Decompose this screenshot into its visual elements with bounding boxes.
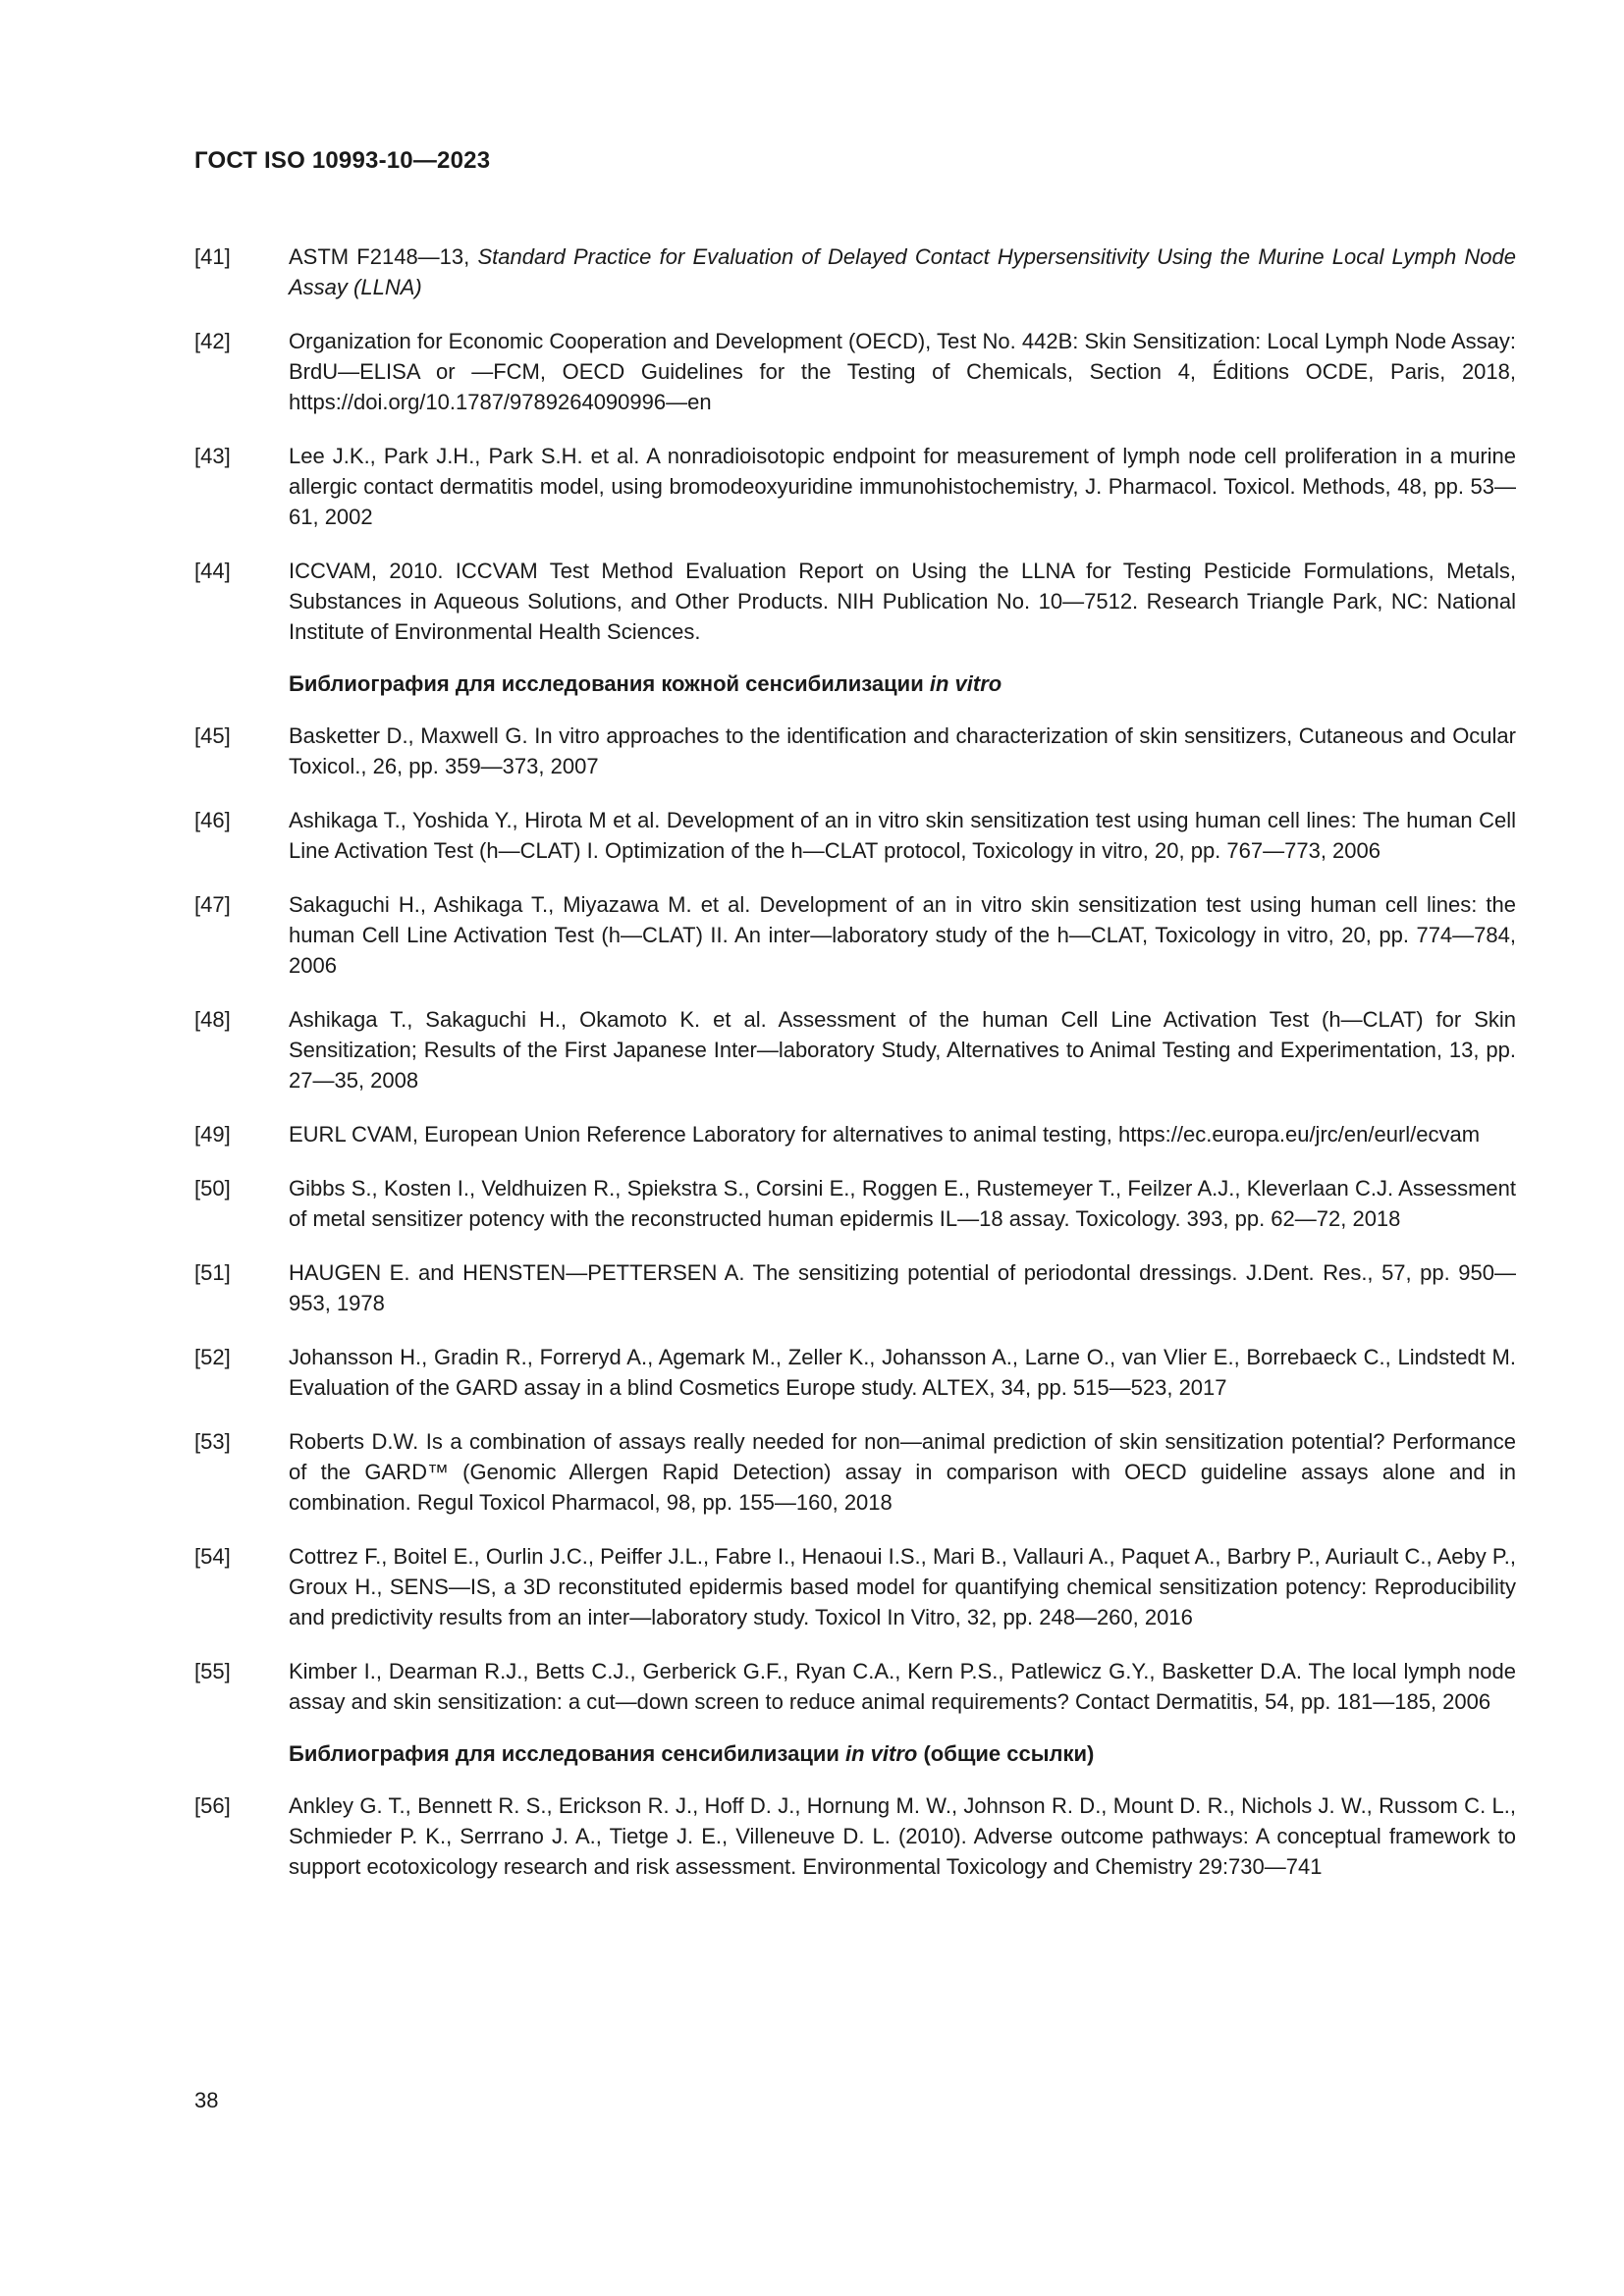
reference-number: [47] xyxy=(194,892,231,917)
reference-entry xyxy=(194,326,1516,417)
reference-text-main: Ashikaga T., Sakaguchi H., Okamoto K. et al. Assessment of the human Cell Line Activation Test (h—CLAT) for Skin Sensitization; Results of the First Japanese Inter—laboratory Study, Alternatives to Animal Testing and Experimentation, 13, pp. 27—35, 2008 xyxy=(289,1007,1516,1093)
reference-text xyxy=(289,241,1516,302)
reference-text-main: Organization for Economic Cooperation and Development (OECD), Test No. 442B: Skin Sensitization: Local Lymph Node Assay: BrdU—ELISA or —FCM, OECD Guidelines for the Testing of Chemicals, Section 4, Éditions OCDE, Paris, 2018, https://doi.org/10.1787/9789264090996—en xyxy=(289,329,1516,414)
reference-text xyxy=(289,441,1516,532)
reference-text xyxy=(289,805,1516,866)
reference-number: [52] xyxy=(194,1345,231,1369)
section-heading-general-refs xyxy=(289,1738,1516,1769)
reference-entry xyxy=(194,1790,1516,1882)
reference-text xyxy=(289,326,1516,417)
section-heading-in-vitro xyxy=(289,668,1516,699)
reference-number: [55] xyxy=(194,1659,231,1683)
reference-text-main: Ashikaga T., Yoshida Y., Hirota M et al. Development of an in vitro skin sensitization test using human cell lines: The human Cell Line Activation Test (h—CLAT) I. Optimization of the h—CLAT protocol, Toxicology in vitro, 20, pp. 767—773, 2006 xyxy=(289,808,1516,863)
reference-entry xyxy=(194,441,1516,532)
reference-text-main: ASTM F2148—13, xyxy=(289,244,478,269)
reference-number: [46] xyxy=(194,808,231,832)
reference-text-main: Johansson H., Gradin R., Forreryd A., Agemark M., Zeller K., Johansson A., Larne O., van Vlier E., Borrebaeck C., Lindstedt M. Evaluation of the GARD assay in a blind Cosmetics Europe study. ALTEX, 34, pp. 515—523, 2017 xyxy=(289,1345,1516,1400)
reference-entry xyxy=(194,1119,1516,1149)
reference-number: [49] xyxy=(194,1122,231,1147)
reference-text-main: Basketter D., Maxwell G. In vitro approaches to the identification and characterization of skin sensitizers, Cutaneous and Ocular Toxicol., 26, pp. 359—373, 2007 xyxy=(289,723,1516,778)
reference-text xyxy=(289,1257,1516,1318)
reference-text-main: Ankley G. T., Bennett R. S., Erickson R. J., Hoff D. J., Hornung M. W., Johnson R. D., Mount D. R., Nichols J. W., Russom C. L., Schmieder P. K., Serrrano J. A., Tietge J. E., Villeneuve D. L. (2010). Adverse outcome pathways: A conceptual framework to support ecotoxicology research and risk assessment. Environmental Toxicology and Chemistry 29:730—741 xyxy=(289,1793,1516,1879)
reference-title-italic: Standard Practice for Evaluation of Delayed Contact Hypersensitivity Using the Murine Local Lymph Node Assay (LLNA) xyxy=(289,244,1516,299)
reference-text xyxy=(289,1426,1516,1518)
reference-group-llna xyxy=(194,241,1516,647)
document-header: ГОСТ ISO 10993-10—2023 xyxy=(194,147,491,174)
reference-text xyxy=(289,1342,1516,1403)
reference-entry xyxy=(194,721,1516,781)
reference-text xyxy=(289,1541,1516,1632)
reference-text xyxy=(289,889,1516,981)
page-number: 38 xyxy=(194,2088,219,2112)
reference-group-in-vitro xyxy=(194,721,1516,1717)
reference-number: [56] xyxy=(194,1793,231,1818)
reference-text-main: HAUGEN E. and HENSTEN—PETTERSEN A. The sensitizing potential of periodontal dressings. J.Dent. Res., 57, pp. 950—953, 1978 xyxy=(289,1260,1516,1315)
reference-entry xyxy=(194,1541,1516,1632)
heading-text: Библиография для исследования сенсибилизации xyxy=(289,1741,846,1766)
reference-entry xyxy=(194,1004,1516,1095)
reference-text xyxy=(289,1656,1516,1717)
reference-text-main: ICCVAM, 2010. ICCVAM Test Method Evaluation Report on Using the LLNA for Testing Pesticide Formulations, Metals, Substances in Aqueous Solutions, and Other Products. NIH Publication No. 10—7512. Research Triangle Park, NC: National Institute of Environmental Health Sciences. xyxy=(289,559,1516,644)
reference-number: [51] xyxy=(194,1260,231,1285)
reference-entry xyxy=(194,889,1516,981)
reference-entry xyxy=(194,556,1516,647)
reference-text xyxy=(289,1790,1516,1882)
reference-text-main: Sakaguchi H., Ashikaga T., Miyazawa M. et al. Development of an in vitro skin sensitization test using human cell lines: the human Cell Line Activation Test (h—CLAT) II. An inter—laboratory study of the h—CLAT, Toxicology in vitro, 20, pp. 774—784, 2006 xyxy=(289,892,1516,978)
reference-text xyxy=(289,1004,1516,1095)
reference-text xyxy=(289,1119,1516,1149)
reference-text xyxy=(289,556,1516,647)
heading-text: Библиография для исследования кожной сенсибилизации xyxy=(289,671,930,696)
reference-entry xyxy=(194,1656,1516,1717)
reference-text-main: Lee J.K., Park J.H., Park S.H. et al. A nonradioisotopic endpoint for measurement of lymph node cell proliferation in a murine allergic contact dermatitis model, using bromodeoxyuridine immunohistochemistry, J. Pharmacol. Toxicol. Methods, 48, pp. 53—61, 2002 xyxy=(289,444,1516,529)
reference-group-general xyxy=(194,1790,1516,1882)
reference-text-main: Roberts D.W. Is a combination of assays really needed for non—animal prediction of skin sensitization potential? Performance of the GARD™ (Genomic Allergen Rapid Detection) assay in comparison with OECD guideline assays alone and in combination. Regul Toxicol Pharmacol, 98, pp. 155—160, 2018 xyxy=(289,1429,1516,1515)
reference-entry xyxy=(194,1257,1516,1318)
reference-entry xyxy=(194,1342,1516,1403)
reference-text-main: EURL CVAM, European Union Reference Laboratory for alternatives to animal testing, https://ec.europa.eu/jrc/en/eurl/ecvam xyxy=(289,1122,1481,1147)
reference-entry xyxy=(194,241,1516,302)
reference-entry xyxy=(194,1173,1516,1234)
heading-text-post: (общие ссылки) xyxy=(917,1741,1095,1766)
reference-text-main: Cottrez F., Boitel E., Ourlin J.C., Peiffer J.L., Fabre I., Henaoui I.S., Mari B., Vallauri A., Paquet A., Barbry P., Auriault C., Aeby P., Groux H., SENS—IS, a 3D reconstituted epidermis based model for quantifying chemical sensitization potency: Reproducibility and predictivity results from an inter—laboratory study. Toxicol In Vitro, 32, pp. 248—260, 2016 xyxy=(289,1544,1516,1629)
reference-number: [45] xyxy=(194,723,231,748)
reference-number: [43] xyxy=(194,444,231,468)
bibliography-content xyxy=(194,241,1516,1905)
reference-number: [54] xyxy=(194,1544,231,1569)
heading-italic: in vitro xyxy=(845,1741,918,1766)
reference-text xyxy=(289,721,1516,781)
reference-entry xyxy=(194,805,1516,866)
reference-number: [48] xyxy=(194,1007,231,1032)
reference-number: [50] xyxy=(194,1176,231,1201)
reference-number: [41] xyxy=(194,244,231,269)
reference-entry xyxy=(194,1426,1516,1518)
reference-text-main: Gibbs S., Kosten I., Veldhuizen R., Spiekstra S., Corsini E., Roggen E., Rustemeyer T., Feilzer A.J., Kleverlaan C.J. Assessment of metal sensitizer potency with the reconstructed human epidermis IL—18 assay. Toxicology. 393, pp. 62—72, 2018 xyxy=(289,1176,1516,1231)
reference-text-main: Kimber I., Dearman R.J., Betts C.J., Gerberick G.F., Ryan C.A., Kern P.S., Patlewicz G.Y., Basketter D.A. The local lymph node assay and skin sensitization: a cut—down screen to reduce animal requirements? Contact Dermatitis, 54, pp. 181—185, 2006 xyxy=(289,1659,1516,1714)
reference-number: [42] xyxy=(194,329,231,353)
heading-italic: in vitro xyxy=(929,671,1002,696)
reference-number: [44] xyxy=(194,559,231,583)
reference-text xyxy=(289,1173,1516,1234)
reference-number: [53] xyxy=(194,1429,231,1454)
